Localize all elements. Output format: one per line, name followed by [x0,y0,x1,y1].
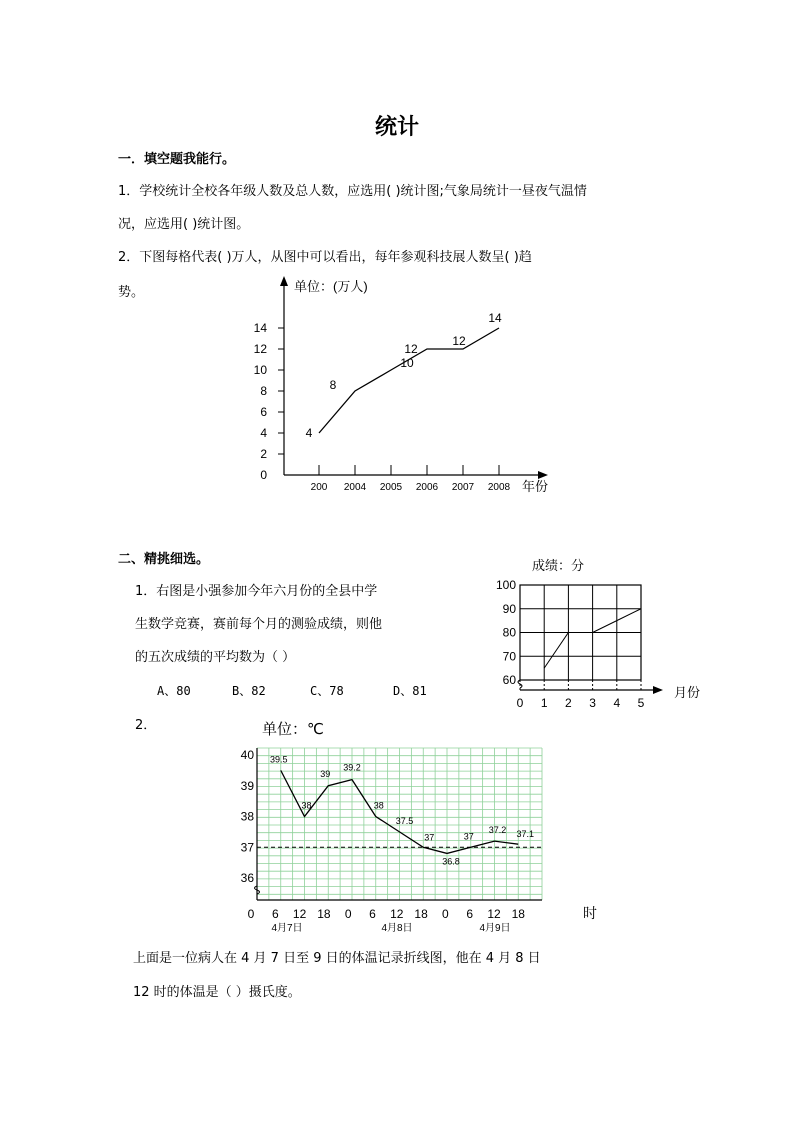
chart3-data-label: 37.2 [488,825,507,836]
chart3-date-label: 4月9日 [479,923,511,934]
option-a: A、80 [157,684,191,698]
chart3-data-label: 37.1 [516,829,535,840]
chart2-x-tick-label: 3 [589,696,596,710]
section2-q2-number: 2． [135,718,157,733]
chart2-y-tick-label: 90 [502,601,516,616]
chart3-x-tick-label: 0 [247,907,255,921]
chart1-x-tick-label: 2005 [379,482,403,493]
chart1-x-tick-label: 2008 [487,482,511,493]
chart1-y-tick-label: 12 [253,342,267,356]
chart3-x-tick-label: 0 [344,907,352,921]
chart1-x-tick-label: 2007 [451,482,475,493]
scores-grid-chart [490,550,710,715]
chart1-y-tick-label: 0 [260,468,267,482]
chart3-x-tick-label: 12 [487,907,501,921]
chart1-y-tick-label: 4 [260,426,267,440]
chart1-data-label: 10 [400,356,414,370]
chart2-segment [544,633,568,669]
chart2-y-tick-label: 100 [495,578,516,592]
option-c: C、78 [310,684,344,698]
chart3-x-axis-label: 时 [583,905,597,921]
chart3-x-tick-label: 18 [414,907,428,921]
section2-q2-text-line2: 12 时的体温是（ ）摄氏度。 [133,985,301,1000]
chart3-y-ticks [241,748,255,885]
chart1-x-tick-label: 200 [310,482,328,493]
section1-q1-line1: 1．学校统计全校各年级人数及总人数，应选用( )统计图;气象局统计一昼夜气温情 [118,184,587,199]
section2-heading: 二、精挑细选。 [118,552,210,567]
chart3-y-tick-label: 37 [240,840,254,855]
chart1-axes [280,276,548,479]
section2-q1-line2: 生数学竞赛，赛前每个月的测验成绩，则他 [135,617,383,632]
chart3-x-tick-label: 12 [390,907,404,921]
chart2-y-tick-label: 60 [502,673,516,687]
chart1-data-labels [306,311,502,440]
section2-q2-text-line1: 上面是一位病人在 4 月 7 日至 9 日的体温记录折线图，他在 4 月 8 日 [133,951,541,966]
chart1-data-label: 14 [488,311,502,325]
chart1-unit-label: 单位：(万人) [294,279,368,294]
chart2-x-ticks [517,696,645,710]
chart2-y-tick-label: 70 [502,649,516,664]
chart2-x-tick-label: 2 [565,696,572,710]
section1-heading: 一．填空题我能行。 [118,152,236,167]
option-d: D、81 [393,684,427,698]
chart3-y-tick-label: 39 [240,778,254,793]
chart3-y-tick-label: 36 [240,871,254,885]
chart2-axes [520,686,663,694]
chart1-data-label: 8 [329,378,337,392]
chart3-x-tick-label: 12 [292,907,307,921]
chart3-data-label: 36.8 [442,856,460,867]
chart1-y-ticks [254,321,284,482]
chart1-y-tick-label: 6 [260,405,267,419]
chart3-x-tick-label: 6 [369,907,376,921]
chart3-data-label: 37 [463,831,474,842]
chart2-grid [518,585,641,690]
chart2-unit-label: 成绩：分 [532,558,585,573]
chart3-data-label: 38 [301,800,312,811]
section1-q2-line1: 2．下图每格代表( )万人，从图中可以看出，每年参观科技展人数呈( )趋 [118,250,532,265]
temperature-line-chart [235,710,615,940]
chart1-y-tick-label: 8 [260,384,267,398]
chart3-x-tick-label: 0 [442,907,449,921]
chart2-x-tick-label: 0 [516,696,524,710]
section1-q1-line2: 况，应选用( )统计图。 [118,217,250,232]
chart1-x-ticks [311,465,511,493]
chart3-data-label: 39.2 [343,762,361,773]
chart1-y-tick-label: 10 [253,363,267,377]
chart1-x-axis-label: 年份 [522,479,549,494]
option-b: B、82 [232,684,266,698]
chart1-data-label: 12 [452,334,466,348]
chart2-y-tick-label: 80 [502,625,516,640]
chart3-date-labels [271,922,510,934]
chart3-date-label: 4月8日 [381,923,413,934]
chart3-y-tick-label: 38 [240,809,254,824]
chart3-unit-label: 单位：℃ [262,721,324,738]
chart2-x-tick-label: 5 [637,696,645,710]
chart2-x-tick-label: 4 [613,696,621,710]
chart1-data-label: 12 [404,342,418,356]
chart3-data-label: 37 [424,832,435,843]
section2-q1-line1: 1．右图是小强参加今年六月份的全县中学 [135,584,378,599]
chart1-data-label: 4 [305,426,313,440]
chart3-x-tick-label: 6 [466,907,474,921]
chart3-data-label: 38 [373,800,384,811]
chart3-x-tick-label: 6 [271,907,279,921]
section2-q1-line3: 的五次成绩的平均数为（ ） [135,650,296,665]
chart3-data-label: 39.5 [269,754,288,765]
chart3-x-tick-label: 18 [511,907,525,921]
chart3-data-label: 37.5 [395,815,414,826]
chart3-x-tick-label: 18 [317,907,331,921]
chart3-y-tick-label: 40 [240,748,254,762]
section1-q2-line2: 势。 [118,285,145,300]
chart3-date-label: 4月7日 [271,923,303,934]
page-title: 统计 [374,115,419,140]
chart2-x-tick-label: 1 [540,696,548,710]
chart1-y-tick-label: 14 [253,321,267,335]
chart2-x-axis-label: 月份 [674,685,701,700]
chart1-y-tick-label: 2 [260,447,267,461]
chart1-x-tick-label: 2006 [415,482,439,493]
visitors-line-chart [250,270,560,500]
chart3-x-ticks [248,907,526,921]
chart1-x-tick-label: 2004 [343,482,367,493]
chart3-data-label: 39 [320,768,331,779]
chart2-y-ticks [496,578,516,687]
